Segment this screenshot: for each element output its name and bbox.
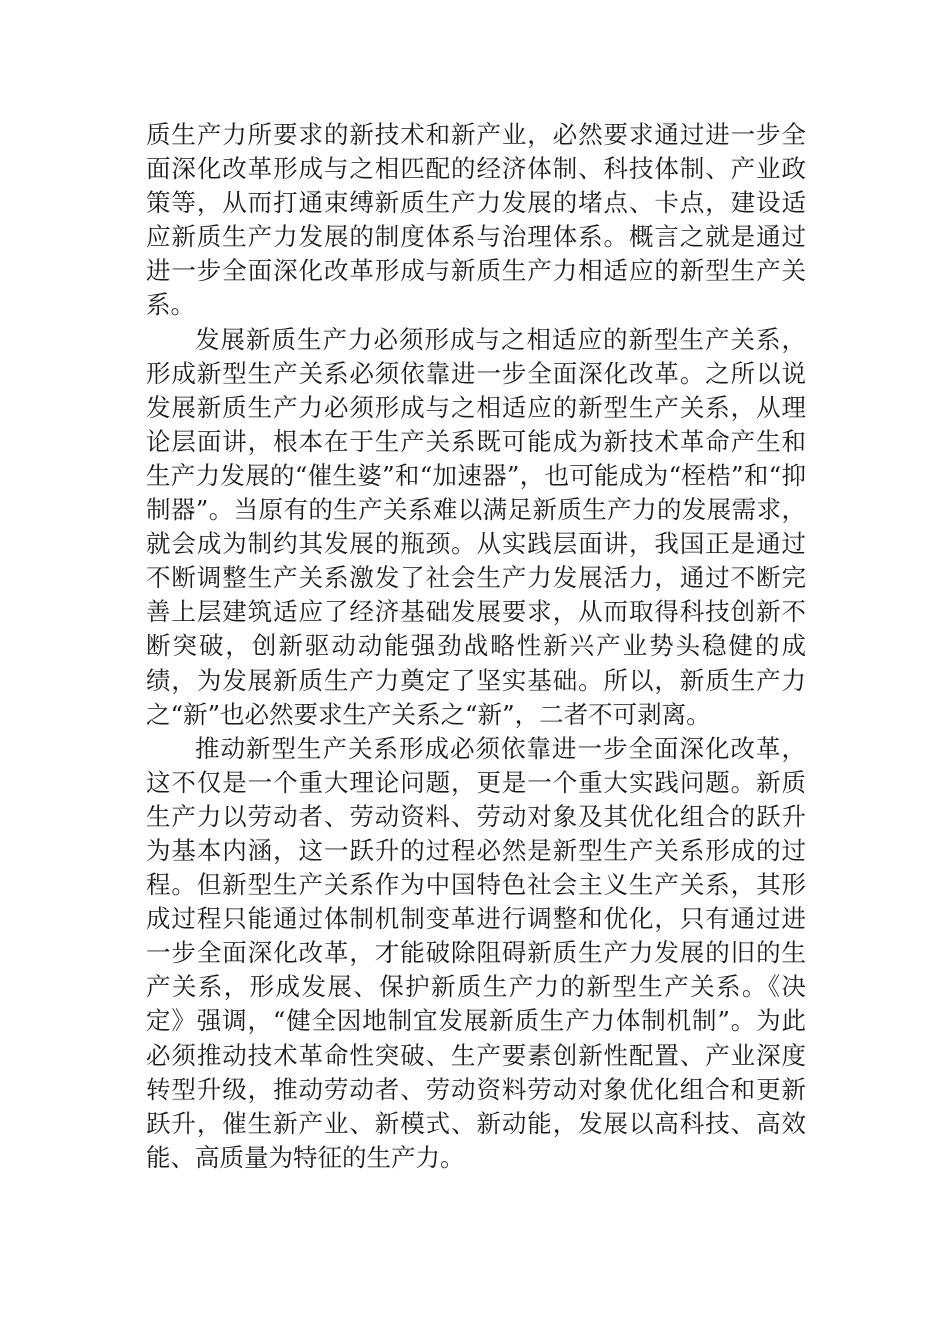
body-text	[146, 118, 806, 1175]
paragraph-new-productivity-relations: 发展新质生产力必须形成与之相适应的新型生产关系，形成新型生产关系必须依靠进一步全面深化改革。之所以说发展新质生产力必须形成与之相适应的新型生产关系，从理论层面讲，根本在于生产关系既可能成为新技术革命产生和生产力发展的“催生婆”和“加速器”，也可能成为“桎梏”和“抑制器”。当原有的生产关系难以满足新质生产力的发展需求，就会成为制约其发展的瓶颈。从实践层面讲，我国正是通过不断调整生产关系激发了社会生产力发展活力，通过不断完善上层建筑适应了经济基础发展要求，从而取得科技创新不断突破，创新驱动动能强劲战略性新兴产业势头稳健的成绩，为发展新质生产力奠定了坚实基础。所以，新质生产力之“新”也必然要求生产关系之“新”，二者不可剥离。	[146, 324, 806, 729]
paragraph-deepening-reform: 推动新型生产关系形成必须依靠进一步全面深化改革，这不仅是一个重大理论问题，更是一个重大实践问题。新质生产力以劳动者、劳动资料、劳动对象及其优化组合的跃升为基本内涵，这一跃升的过程必然是新型生产关系形成的过程。但新型生产关系作为中国特色社会主义生产关系，其形成过程只能通过体制机制变革进行调整和优化，只有通过进一步全面深化改革，才能破除阻碍新质生产力发展的旧的生产关系，形成发展、保护新质生产力的新型生产关系。《决定》强调，“健全因地制宜发展新质生产力体制机制”。为此必须推动技术革命性突破、生产要素创新性配置、产业深度转型升级，推动劳动者、劳动资料劳动对象优化组合和更新跃升，催生新产业、新模式、新动能，发展以高科技、高效能、高质量为特征的生产力。	[146, 733, 806, 1172]
paragraph-continuation: 质生产力所要求的新技术和新产业，必然要求通过进一步全面深化改革形成与之相匹配的经济体制、科技体制、产业政策等，从而打通束缚新质生产力发展的堵点、卡点，建设适应新质生产力发展的制度体系与治理体系。概言之就是通过进一步全面深化改革形成与新质生产力相适应的新型生产关系。	[146, 120, 806, 320]
